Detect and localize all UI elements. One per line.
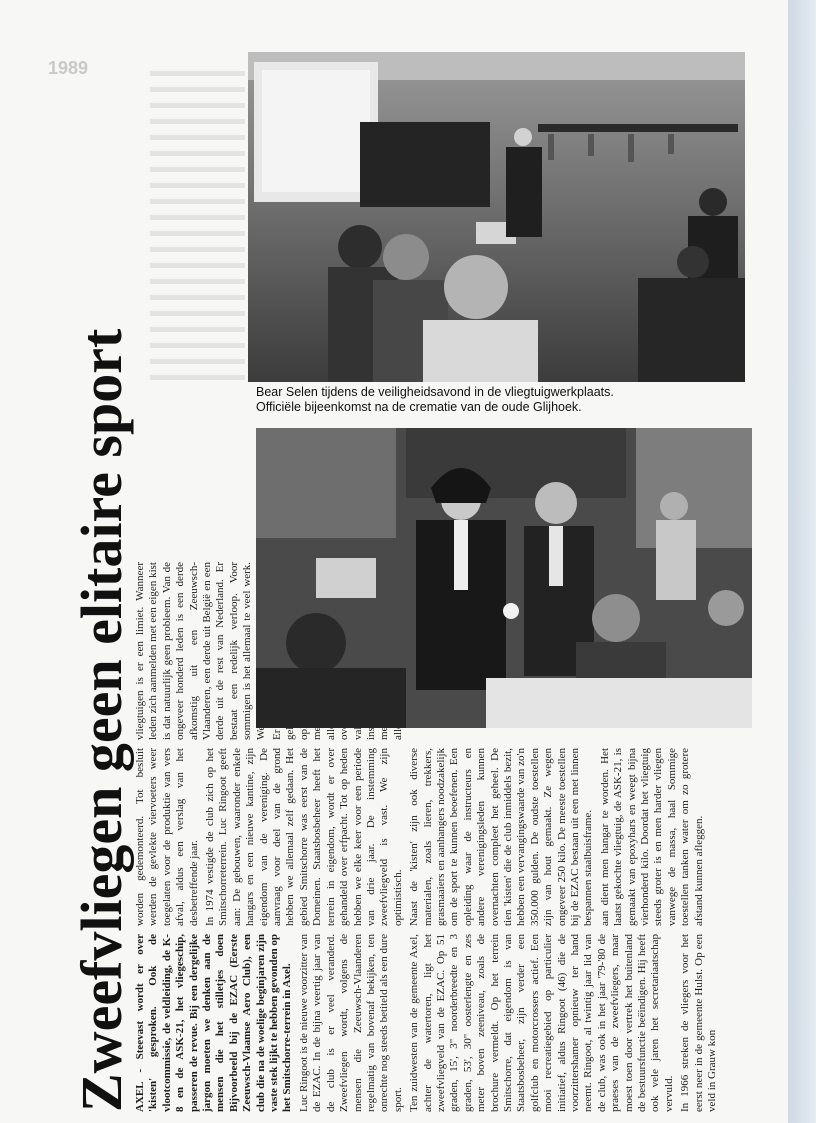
caption-bottom-photo: Officiële bijeenkomst na de crematie van de oude Glijhoek. [256,400,582,414]
article-paragraph: In 1974 vestigde de club zich op het Smitschorreterrein. Luc Ringoot geeft aan: De gebouwen, waaronder enkele hangars en een nieuwe kantine, zijn eigendom van de vereniging. De aanvraag voor deel van de grond hebben we allemaal zelf gedaan. Het gebied Smitschorre was eerst van de Domeinen. Staatsbosbeheer heeft het terrein in eigendom, wordt er over gehandeld over erfpacht. Tot op heden hebben we elke keer voor een periode van drie jaar. De instemming zweefvliegveld is vast. We zijn optimistisch. [204,748,404,926]
scan-background-edge [788,0,816,1123]
article-lead: AXEL - Steevast wordt er over 'kisten' gesproken. Ook de vlootcommissie, de veldleiding, de K-8 en de ASK-21, het vliegeschip, passeren de revue. Bij een dergelijke jargon moeten we denken aan de mensen die het stilletjes doen Bijvoorbeeld bij de EZAC (Eerste Zeeuwsch-Vlaamse Aero Club), een club die na de woelige beginjaren zijn vaste stek lijkt te hebben gevonden op het Smitschorre-terrein in Axel. [134,934,294,1112]
photo-captions [256,385,746,415]
article-paragraph: worden gedemonteerd. Tot besluit werden de gevlekte viervoeters weer toegelaten voor de produktie van vers afval, aldus een verslag van het desbetreffende jaar. [134,748,200,926]
article-column-2 [134,748,722,926]
meeting-after-cremation-photo [256,428,752,728]
article-paragraph: In 1966 streken de vliegers voor het eerst neer in de gemeente Hulst. Op een veld in Grauw kon [679,934,719,1112]
article-paragraph: aan dient men hangar te worden. Het laatst gekochte vliegtuig, de ASK-21, is gemaakt van epoxyhars en weegt bijna vierhonderd kilo. Doordat het vliegtuig steeds groter is en men harder vliegen vanwege de massa, haal Sommige toestellen tanken water om zo grotere afstand kunnen afleggen. [598,748,705,926]
article-paragraph: vliegtuigen is er een limiet. Wanneer leden zich aanmelden met een eigen kist is dat natuurlijk geen probleem. Van de ongeveer honderd leden is een derde afkomstig uit een Zeeuwsch-Vlaanderen, een derde uit België en een derde uit de rest van Nederland. Er bestaat een redelijk verloop. Voor sommigen is het allemaal te veel werk. We [134,562,267,740]
article-column-1 [134,934,722,1112]
headline: Zweefvliegen geen elitaire sport [69,328,134,1112]
workshop-safety-evening-photo [248,52,745,382]
article-paragraph: Er meer [271,718,324,740]
article-paragraph: Ten zuidwesten van de gemeente Axel, achter de watertoren, ligt het zweefvliegveld van de EZAC. Op 51 graden, 15', 3" noorderbreedte en 3 graden, 53', 30" oosterlengte en zes meter boven zeeniveau, zoals de brochure vermeldt. Op het terrein Smitschorre, dat eigendom is van Staatsbosbeheer, zijn verder een golfclub en motorcrossers actief. Een mooi recreatiegebied op particulier initiatief, aldus Ringoot (46) die de voorzittershamer opnieuw ter hand neemt. Ringoot, al twintig jaar lid van de club, was ook in het jaar '79-'80 de praeses van de zweefvliegers, maar moest toen door vertrek het buitenland de bestuursfunctie beëindigen. Hij heeft ook vele jaren het secretariaatschap vervuld. [408,934,675,1112]
ghost-year-bleedthrough: 1989 [48,58,89,78]
article-paragraph: Naast de 'kisten' zijn ook diverse materialen, zoals lieren, trekkers, grasmaaiers en aanhangers noodzakelijk om de sport te kunnen beoefenen. Een opleiding waar de instructeurs en andere verenigingsleden kunnen overnachten compleet het geheel. De tien 'kisten' die de club inmiddels bezit, hebben een vervangingswaarde van zo'n 350.000 gulden. De oudste toestellen zijn van hout gemaakt. Ze wegen ongeveer 250 kilo. De meeste toestellen bij de EZAC bestaan uit een met linnen bespannen staalbuisframe. [408,748,595,926]
caption-top-photo: Bear Selen tijdens de veiligheidsavond in de vliegtuigwerkplaats. [256,385,614,399]
article-paragraph: Luc Ringoot is de nieuwe voorzitter van de EZAC. In de bijna veertig jaar van de club is er veel veranderd. Zweefvliegen wordt, volgens de mensen die Zeeuwsch-Vlaanderen regelmatig van bovenaf bekijken, ten onrechte nog steeds betiteld als een dure sport. [297,934,404,1112]
